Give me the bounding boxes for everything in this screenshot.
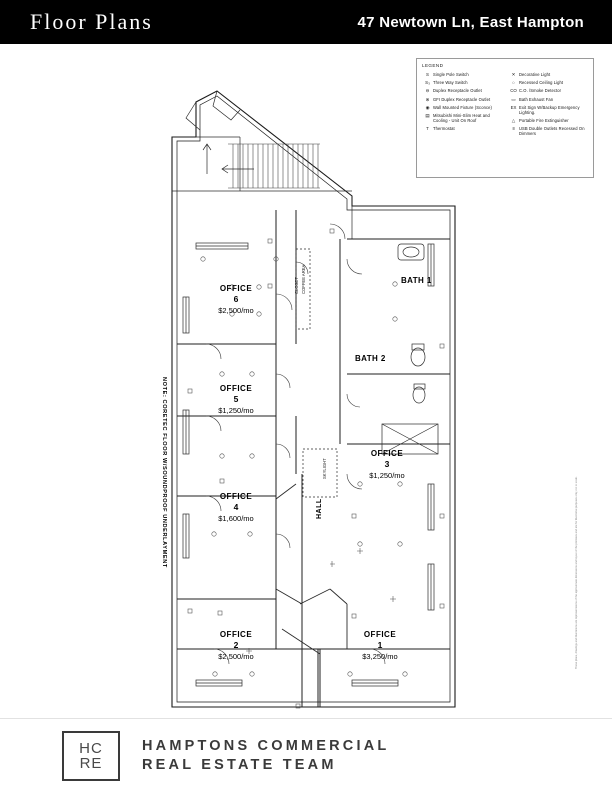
legend-item	[508, 118, 588, 123]
smoke-detector-icon: CO	[510, 88, 517, 94]
legend-item-label: Wall Mounted Fixture (Sconce)	[433, 104, 492, 110]
room-label-office-1	[337, 630, 423, 661]
skylight-label: SKYLIGHT	[322, 458, 327, 479]
floor-plan-sheet	[0, 44, 612, 718]
legend-item	[422, 80, 502, 85]
brand-line-2: REAL ESTATE TEAM	[142, 756, 337, 773]
legend-item	[508, 97, 588, 102]
single-pole-switch-icon: S	[426, 72, 429, 77]
room-number: 6	[233, 294, 239, 304]
room-label-office-5	[193, 384, 279, 415]
room-price: $2,500/mo	[218, 305, 254, 315]
page-title: Floor Plans	[30, 9, 153, 34]
room-price: $1,600/mo	[218, 513, 254, 523]
legend-title: LEGEND	[422, 63, 444, 68]
room-number: 3	[384, 459, 390, 469]
legend-item	[508, 126, 588, 136]
decorative-light-icon: ✕	[511, 72, 516, 77]
legend-item	[422, 97, 502, 102]
legend-item	[508, 72, 588, 77]
legend-item-label: Duplex Receptacle Outlet	[433, 88, 482, 94]
room-price: $1,250/mo	[369, 470, 405, 480]
brand-name	[142, 737, 389, 775]
logo-line-1: HC	[79, 739, 103, 757]
mini-split-hvac-icon: ▤	[425, 112, 430, 118]
room-name: OFFICE	[219, 284, 253, 293]
disclaimer-text: These plans, drawings and illustrations are representations of the approximate dimensions and layout of the premises and are for illustrative purposes only, not to scale.	[575, 476, 578, 669]
room-label-office-4	[193, 492, 279, 523]
three-way-switch-icon: S₃	[425, 80, 430, 86]
legend-item-label: Three Way Switch	[433, 80, 468, 86]
legend-column-left	[422, 72, 502, 139]
room-price: $1,250/mo	[218, 405, 254, 415]
recessed-ceiling-light-icon: ○	[512, 80, 515, 86]
bath-exhaust-fan-icon: ▭	[511, 96, 516, 102]
legend-item	[422, 72, 502, 77]
room-name: OFFICE	[363, 630, 397, 639]
room-label-bath-1: BATH 1	[401, 276, 432, 285]
legend-item	[422, 113, 502, 123]
brand-line-1: HAMPTONS COMMERCIAL	[142, 737, 390, 754]
property-address: 47 Newtown Ln, East Hampton	[357, 13, 584, 31]
legend-item	[508, 105, 588, 115]
hall-label: HALL	[316, 498, 323, 519]
room-number: 5	[233, 394, 239, 404]
legend-item-label: GFI Duplex Receptacle Outlet	[433, 96, 491, 102]
legend-item	[422, 126, 502, 131]
room-label-bath-2: BATH 2	[355, 354, 386, 363]
legend-item-label: Decorative Light	[519, 72, 551, 77]
room-name: OFFICE	[219, 630, 253, 639]
exit-sign-icon: EX	[510, 104, 517, 110]
legend-item	[508, 88, 588, 93]
legend-item-label: Exit Sign W/Backup Emergency Lighting.	[519, 104, 580, 115]
room-number: 1	[377, 640, 383, 650]
logo-line-2: RE	[79, 754, 103, 772]
coffee-area-label: COFFEE AREA	[301, 264, 306, 294]
hcre-logo	[62, 731, 120, 781]
room-number: 4	[233, 502, 239, 512]
usb-double-outlet-icon: ≡	[512, 126, 515, 132]
wall-sconce-icon: ◉	[425, 104, 430, 110]
page-header	[0, 0, 612, 44]
room-number: 2	[233, 640, 239, 650]
duplex-receptacle-icon: ⊖	[425, 88, 430, 94]
legend-item	[422, 105, 502, 110]
legend-item-label: Portable Fire Extinguisher	[519, 117, 569, 123]
page-footer	[0, 718, 612, 792]
room-price: $3,250/mo	[362, 651, 398, 661]
closet-label: CLOSET	[294, 277, 299, 294]
legend-item-label: USB Double Outlets Recessed On Dimmers	[519, 126, 585, 137]
legend-item	[508, 80, 588, 85]
legend-item-label: C.O. /Smoke Detector	[519, 88, 562, 94]
thermostat-icon: T	[426, 126, 429, 132]
fire-extinguisher-icon: △	[511, 117, 516, 123]
legend-item	[422, 88, 502, 93]
flooring-note: NOTE: CORETEC FLOOR W/SOUNDPROOF UNDERLAYMENT	[161, 377, 167, 568]
legend-item-label: Bath Exhaust Fan	[519, 96, 554, 102]
legend-item-label: Mitsubishi Mini-Slim Heat and Cooling - Unit On Roof	[433, 112, 490, 123]
room-label-office-6	[193, 284, 279, 315]
room-name: OFFICE	[219, 492, 253, 501]
legend-box	[416, 58, 594, 178]
legend-item-label: Single Pole Switch	[433, 72, 469, 77]
legend-item-label: Thermostat	[433, 126, 455, 132]
room-label-office-2	[193, 630, 279, 661]
room-name: OFFICE	[219, 384, 253, 393]
legend-item-label: Recessed Ceiling Light	[519, 80, 564, 86]
legend-column-right	[508, 72, 588, 139]
gfi-duplex-receptacle-icon: ⊗	[425, 96, 430, 102]
room-name: OFFICE	[370, 449, 404, 458]
room-label-office-3	[344, 449, 430, 480]
room-price: $2,500/mo	[218, 651, 254, 661]
